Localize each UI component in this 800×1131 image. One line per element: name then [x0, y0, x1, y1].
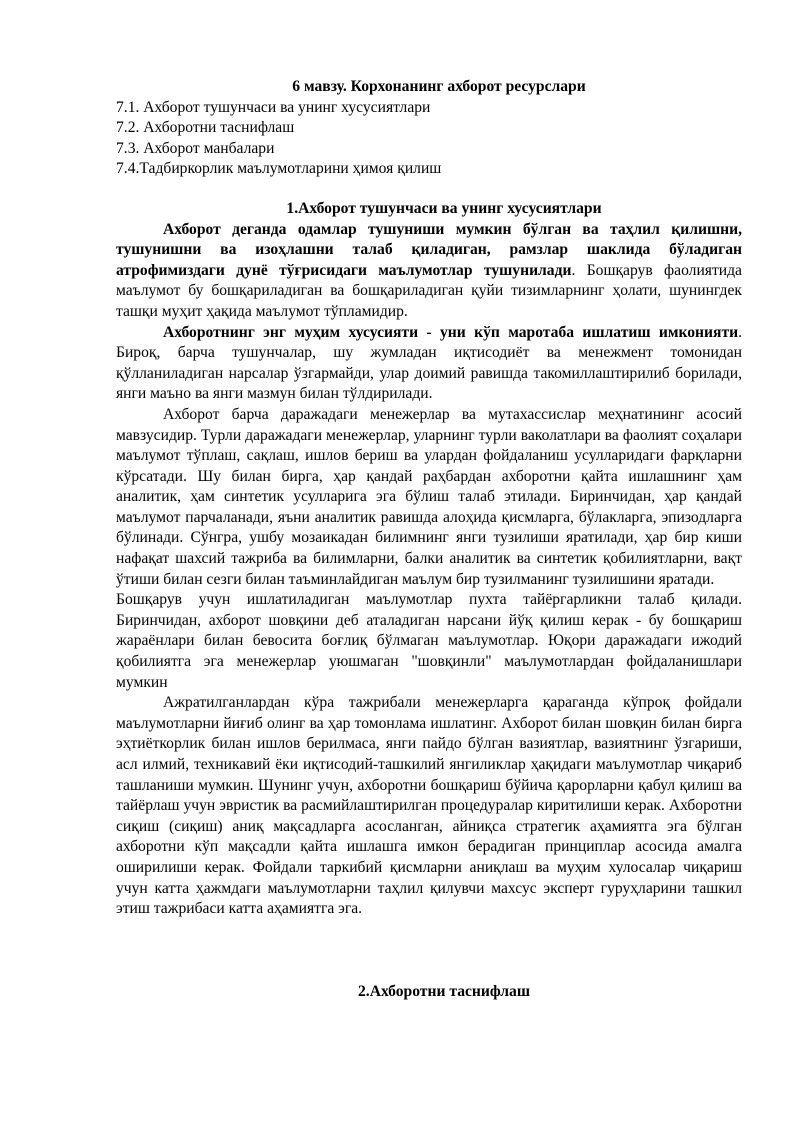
paragraph-5: Ажратилганлардан кўра тажрибали менежерларга қараганда кўпроқ фойдали маълумотларни йиғиб олинг ва ҳар томонлама ишлатинг. Ахборот билан шовқин билан бирга эҳтиёткорлик билан ишлов берилмаса, янги пайдо бўлган вазиятлар, вазиятнинг ўзгариши, асл илмий, техникавий ёки иқтисодий-ташкилий янгиликлар ҳақидаги маълумотлар чиқариб ташланиши мумкин. Шунинг учун, ахборотни бошқариш бўйича қарорларни қабул қилиш ва тайёрлаш учун эвристик ва расмийлаштирилган процедуралар киритилиши керак. Ахборотни сиқиш (сиқиш) аниқ мақсадларга асосланган, айниқса стратегик аҳамиятга эга бўлган ахборотни кўп мақсадли қайта ишлашга имкон берадиган принциплар асосида амалга оширилиши керак. Фойдали таркибий қисмларни аниқлаш ва муҳим хулосалар чиқариш учун катта ҳажмдаги маълумотларни таҳлил қилувчи махсус эксперт гуруҳларини ташкил этиш тажрибаси катта аҳамиятга эга. [116, 694, 742, 918]
toc-item-7-4: 7.4.Тадбиркорлик маълумотларини ҳимоя қилиш [116, 160, 442, 178]
table-of-contents [116, 98, 742, 180]
paragraph-1-bold-definition: Ахборот деганда одамлар тушуниши мумкин бўлган ва таҳлил қилишни, тушунишни ва изоҳлашни талаб қиладиган, рамзлар шаклида бўладиган атрофимиздаги дунё тўғрисидаги маълумотлар тушунилади [116, 220, 742, 279]
document-page [116, 77, 742, 1002]
toc-item-7-1: 7.1. Ахборот тушунчаси ва унинг хусусиятлари [116, 98, 431, 116]
paragraph-2-text: . Бироқ, барча тушунчалар, шу жумладан иқтисодиёт ва менежмент томонидан қўлланиладиган нарсалар ўзгармайди, улар доимий равишда такомиллаштирилиб борилади, янги маъно ва янги мазмун билан тўлдирилади. [116, 323, 742, 403]
paragraph-4: Бошқарув учун ишлатиладиган маълумотлар пухта тайёргарликни талаб қилади. Биринчидан, ахборот шовқини деб аталадиган нарсани йўқ қилиш керак - бу бошқариш жараёнлари билан бевосита боғлиқ бўлмаган маълумотлар. Юқори даражадаги ижодий қобилиятга эга менежерлар уюшмаган "шовқинли" маълумотлардан фойдаланишлари мумкин [116, 591, 742, 691]
section-1-heading: 1.Ахборот тушунчаси ва унинг хусусиятлари [286, 199, 602, 217]
paragraph-1 [116, 220, 742, 323]
paragraph-2-bold-property: Ахборотнинг энг муҳим хусусияти - уни кўп маротаба ишлатиш имконияти [163, 323, 739, 341]
paragraph-2 [116, 323, 742, 405]
toc-item-7-2: 7.2. Ахборотни таснифлаш [116, 119, 295, 137]
paragraph-3: Ахборот барча даражадаги менежерлар ва мутахассислар меҳнатининг асосий мавзусидир. Турли даражадаги менежерлар, уларнинг турли ваколатлари ва фаолият соҳалари маълумот тўплаш, сақлаш, ишлов бериш ва улардан фойдаланиш усулларидаги фарқларни кўрсатади. Шу билан бирга, ҳар қандай раҳбардан ахборотни қайта ишлашнинг ҳам аналитик, ҳам синтетик усулларига эга бўлиш талаб этилади. Биринчидан, ҳар қандай маълумот парчаланади, яъни аналитик равишда алоҳида қисмларга, бўлакларга, эпизодларга бўлинади. Сўнгра, ушбу мозаикадан билимнинг янги тузилиши яратилади, ҳар бир киши нафақат шахсий тажриба ва билимларни, балки аналитик ва синтетик қобилиятларни, вақт ўтиши билан сезги билан таъминлайдиган маълум бир тузилманинг тузилишини яратади. [116, 405, 742, 588]
document-title: 6 мавзу. Корхонанинг ахборот ресурслари [292, 78, 586, 95]
toc-item-7-3: 7.3. Ахборот манбалари [116, 139, 275, 157]
section-2-heading: 2.Ахборотни таснифлаш [358, 982, 530, 1000]
paragraph-1-text: . Бошқарув фаолиятида маълумот бу бошқариладиган ва бошқариладиган қуйи тизимларнинг ҳолати, шунингдек ташқи муҳит ҳақида маълумот тўпламидир. [116, 261, 742, 320]
